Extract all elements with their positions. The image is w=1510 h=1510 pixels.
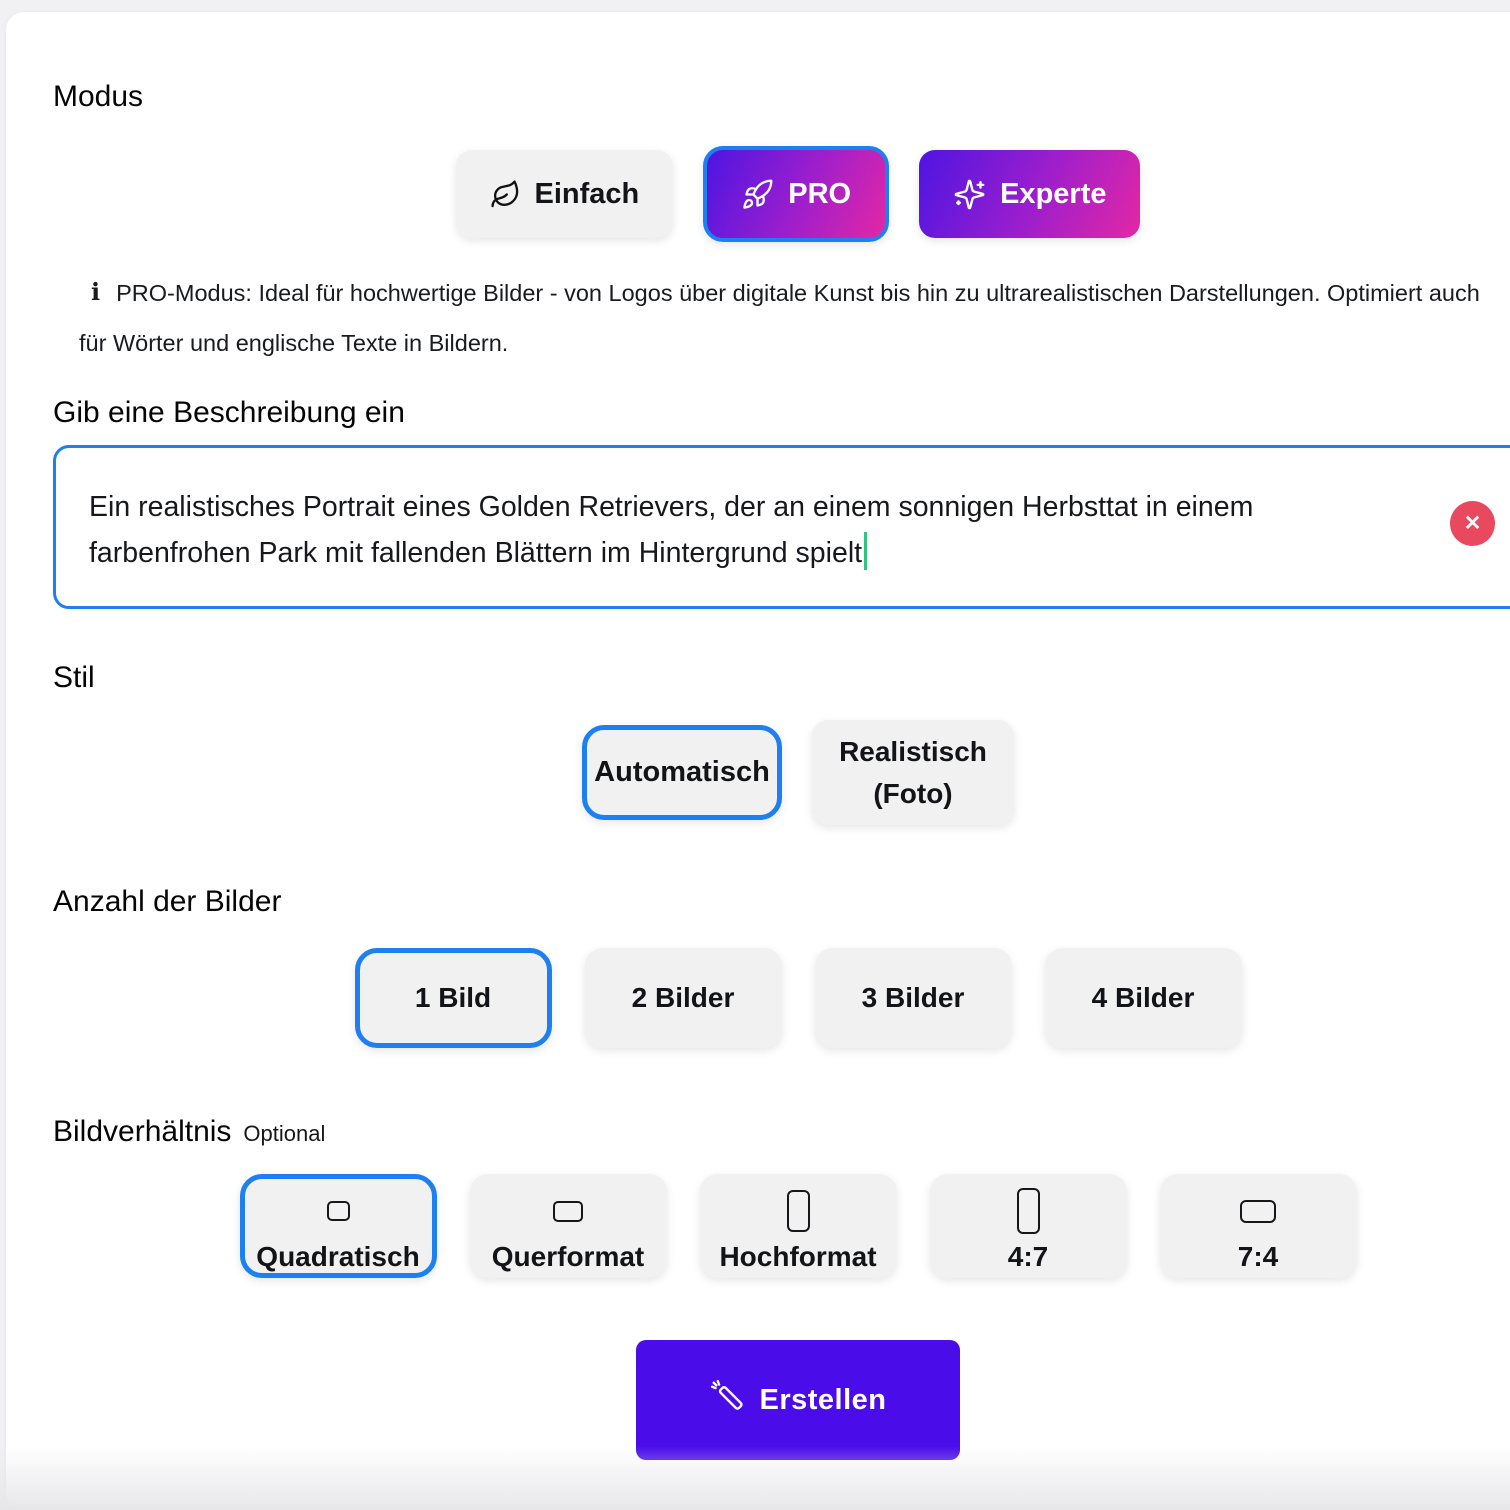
count-4-button[interactable] xyxy=(1045,948,1242,1048)
portrait-ratio-icon xyxy=(787,1185,810,1237)
ratio-button-group xyxy=(6,1174,1510,1278)
tall-portrait-ratio-icon xyxy=(1017,1185,1040,1237)
style-realistisch-label-line2: (Foto) xyxy=(873,777,953,809)
count-4-label: 4 Bilder xyxy=(1091,982,1195,1013)
landscape-ratio-icon xyxy=(553,1185,583,1237)
rocket-icon xyxy=(741,178,774,211)
style-realistisch-label-line1: Realistisch xyxy=(839,735,987,767)
magic-wand-icon xyxy=(710,1379,744,1421)
ratio-hochformat-button[interactable] xyxy=(700,1174,897,1278)
description-heading: Gib eine Beschreibung ein xyxy=(53,396,405,429)
info-icon: ℹ xyxy=(91,278,101,306)
style-realistisch-button[interactable] xyxy=(812,720,1014,825)
erstellen-label: Erstellen xyxy=(759,1383,887,1416)
ratio-heading xyxy=(53,1115,1510,1151)
ratio-4-7-label: 4:7 xyxy=(1007,1241,1049,1272)
description-value: Ein realistisches Portrait eines Golden Retrievers, der an einem sonnigen Herbsttat in einem farbenfrohen Park mit fallenden Blättern im Hintergrund spielt xyxy=(89,491,1254,569)
description-input[interactable] xyxy=(53,445,1510,609)
ratio-optional-label: Optional xyxy=(243,1121,326,1146)
count-button-group xyxy=(6,948,1510,1048)
mode-experte-label: Experte xyxy=(1000,177,1107,210)
stil-heading: Stil xyxy=(53,661,95,694)
style-automatisch-button[interactable] xyxy=(582,725,782,820)
mode-einfach-label: Einfach xyxy=(534,177,640,210)
close-icon: ✕ xyxy=(1463,512,1482,535)
ratio-7-4-label: 7:4 xyxy=(1237,1241,1279,1272)
ratio-7-4-button[interactable] xyxy=(1160,1174,1357,1278)
ratio-quadratisch-button[interactable] xyxy=(240,1174,437,1278)
mode-info-body: PRO-Modus: Ideal für hochwertige Bilder - von Logos über digitale Kunst bis hin zu ultrarealistischen Darstellungen. Optimiert auch für Wörter und englische Texte in Bildern. xyxy=(79,280,1480,356)
wide-landscape-ratio-icon xyxy=(1240,1185,1276,1237)
count-2-label: 2 Bilder xyxy=(631,982,735,1013)
count-3-button[interactable] xyxy=(815,948,1012,1048)
style-automatisch-label: Automatisch xyxy=(594,756,770,788)
square-ratio-icon xyxy=(327,1185,350,1237)
modus-heading: Modus xyxy=(53,80,144,113)
sparkles-icon xyxy=(953,178,986,211)
ratio-querformat-label: Querformat xyxy=(491,1241,645,1272)
erstellen-button[interactable] xyxy=(636,1340,960,1460)
style-button-group xyxy=(6,720,1510,825)
leaf-icon xyxy=(490,179,521,210)
text-caret xyxy=(864,532,867,570)
generator-form-card xyxy=(6,12,1510,1510)
count-1-label: 1 Bild xyxy=(414,982,492,1013)
ratio-querformat-button[interactable] xyxy=(470,1174,667,1278)
ratio-4-7-button[interactable] xyxy=(930,1174,1127,1278)
mode-einfach-button[interactable] xyxy=(456,150,674,238)
count-2-button[interactable] xyxy=(585,948,782,1048)
count-3-label: 3 Bilder xyxy=(861,982,965,1013)
mode-pro-label: PRO xyxy=(788,177,852,210)
mode-button-group xyxy=(6,146,1510,242)
count-1-button[interactable] xyxy=(355,948,552,1048)
ratio-heading-label: Bildverhältnis xyxy=(53,1115,232,1148)
submit-row xyxy=(6,1340,1510,1460)
mode-experte-button[interactable] xyxy=(919,150,1140,238)
mode-info-text xyxy=(79,268,1484,368)
clear-description-button[interactable] xyxy=(1450,501,1495,546)
anzahl-heading: Anzahl der Bilder xyxy=(53,885,282,918)
ratio-quadratisch-label: Quadratisch xyxy=(256,1241,420,1272)
ratio-hochformat-label: Hochformat xyxy=(719,1241,877,1272)
mode-pro-button[interactable] xyxy=(703,146,889,242)
